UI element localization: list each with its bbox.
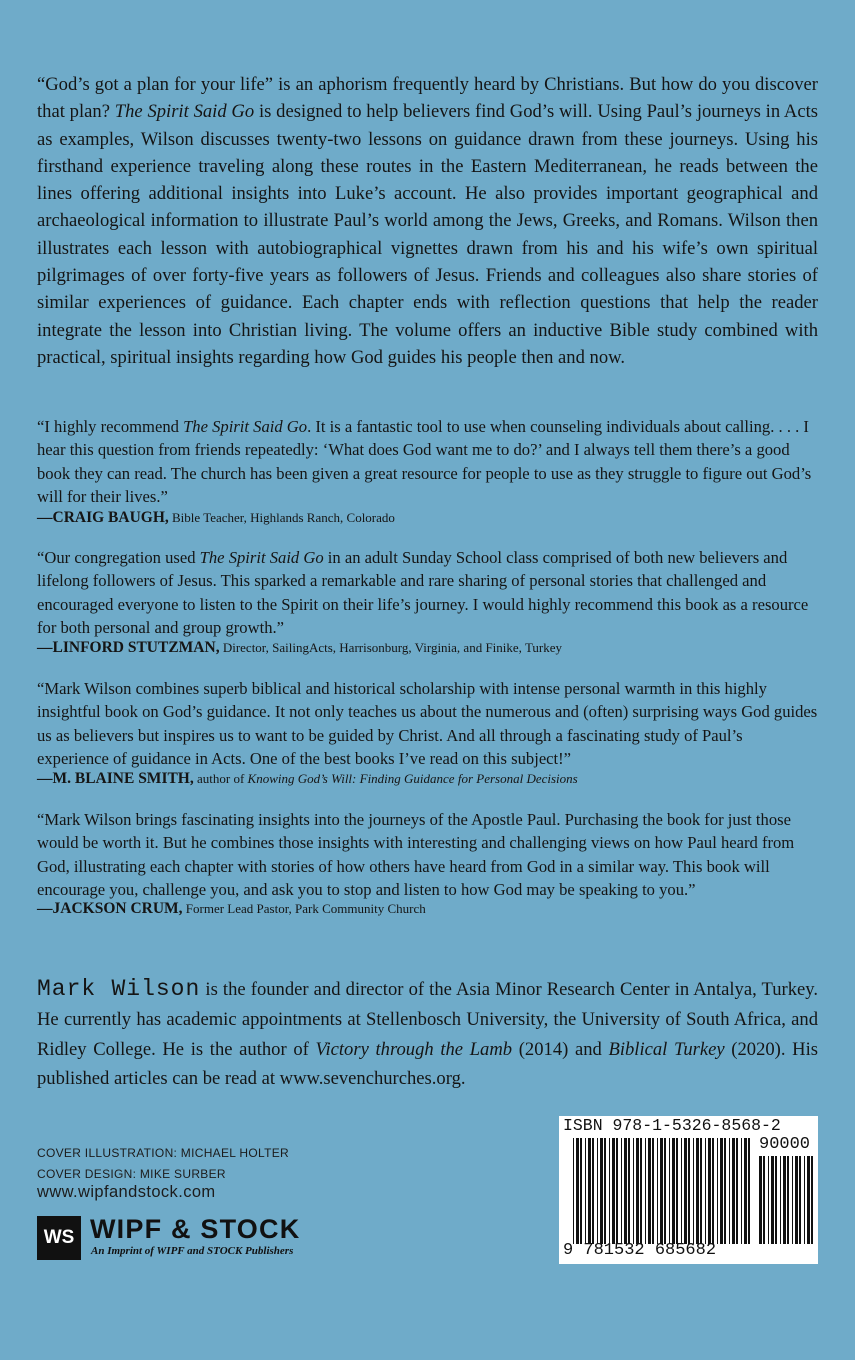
quote-book-title: The Spirit Said Go: [183, 417, 308, 436]
logo-mark-icon: WS: [37, 1216, 81, 1260]
author-bio: [37, 975, 818, 1094]
barcode-bar: [799, 1156, 801, 1244]
publisher-logo: [37, 1216, 337, 1262]
barcode-bar: [780, 1156, 781, 1244]
barcode-bar: [633, 1138, 634, 1244]
bio-text: (2014) and: [512, 1038, 609, 1060]
barcode-bar: [720, 1138, 723, 1244]
cover-illustration-credit: COVER ILLUSTRATION: MICHAEL HOLTER: [37, 1146, 290, 1160]
endorsement-attribution-3: [37, 770, 818, 788]
barcode-bar: [648, 1138, 651, 1244]
endorsement-attribution-2: [37, 639, 818, 657]
endorser-book-title: Knowing God’s Will: Finding Guidance for Personal Decisions: [247, 771, 578, 786]
barcode-bar: [748, 1138, 750, 1244]
endorsement-quote-1: [37, 415, 818, 508]
barcode-bar: [669, 1138, 670, 1244]
barcode-bar: [807, 1156, 810, 1244]
barcode-bar: [795, 1156, 798, 1244]
barcode-bar: [585, 1138, 586, 1244]
barcode-bar: [759, 1156, 762, 1244]
blurb-text-2: is designed to help believers find God’s will. Using Paul’s journeys in Acts as examples, Wilson discusses twenty-two lessons on guidance drawn from these journeys. Using his firsthand experience traveling along these routes in the Eastern Mediterranean, he reads between the lines offering additional insights into Luke’s account. He also provides important geographical and archaeological information to illustrate Paul’s world among the Jews, Greeks, and Romans. Wilson then illustrates each lesson with autobiographical vignettes drawn from his and his wife’s own spiritual pilgrimages of over forty-five years as followers of Jesus. Friends and colleagues also share stories of similar experiences of guidance. Each chapter ends with reflection questions that help the reader integrate the lesson into Christian living. The volume offers an inductive Bible study combined with practical, spiritual insights regarding how God guides his people then and now.: [37, 101, 818, 368]
bio-text: is the founder and director of the Asia Minor Research Center in Antalya, Turkey. He currently has academic appointments at Stellenbosch University, the University of South Africa, and Ridley College. He is the author of: [37, 979, 819, 1060]
barcode-bar: [588, 1138, 591, 1244]
endorser-name: —M. BLAINE SMITH,: [37, 770, 194, 787]
barcode-bar: [717, 1138, 718, 1244]
barcode-bar: [712, 1138, 714, 1244]
barcode-bar: [724, 1138, 726, 1244]
barcode-bar: [732, 1138, 735, 1244]
isbn-barcode: [559, 1116, 818, 1264]
endorser-name: —LINFORD STUTZMAN,: [37, 639, 220, 656]
barcode-bar: [657, 1138, 658, 1244]
barcode-bar: [771, 1156, 774, 1244]
barcode-bar: [693, 1138, 694, 1244]
bio-book-title: Victory through the Lamb: [315, 1038, 513, 1060]
barcode-bar: [700, 1138, 702, 1244]
barcode-bar: [705, 1138, 706, 1244]
endorsement-attribution-4: [37, 900, 818, 918]
quote-text: “Mark Wilson combines superb biblical and historical scholarship with intense personal warmth in this highly insightful book on God’s guidance. It not only teaches us about the numerous and (often) surprising ways God guides us as believers but inspires us to want to be guided by Christ. And all through a fascinating study of Paul’s experience of guidance in Acts. One of the best books I’ve read on this subject!”: [37, 679, 818, 768]
barcode-bar: [621, 1138, 622, 1244]
endorser-role: author of: [193, 771, 248, 786]
barcode-bar: [688, 1138, 690, 1244]
barcode-bar: [660, 1138, 663, 1244]
isbn-number: ISBN 978-1-5326-8568-2: [563, 1116, 781, 1135]
back-cover-blurb: [37, 71, 818, 371]
barcode-bar: [696, 1138, 699, 1244]
barcode-bar: [787, 1156, 789, 1244]
quote-book-title: The Spirit Said Go: [199, 548, 324, 567]
quote-text: “Mark Wilson brings fascinating insights into the journeys of the Apostle Paul. Purchasing the book for just those would be worth it. But he combines those insights with interesting and challenging views on how Paul heard from God, illustrating each chapter with stories of how others have heard from God in a similar way. This book will encourage you, challenge you, and ask you to stop and listen to how God may be speaking to you.”: [37, 810, 795, 899]
bio-text: (2020). His published articles can be read at www.sevenchurches.org.: [37, 1038, 818, 1090]
barcode-bar: [792, 1156, 793, 1244]
endorser-name: —JACKSON CRUM,: [37, 900, 183, 917]
barcode-bar: [729, 1138, 730, 1244]
endorsement-attribution-1: [37, 509, 818, 527]
barcode-bar: [684, 1138, 687, 1244]
quote-text: “Our congregation used: [37, 548, 200, 567]
barcode-bar: [612, 1138, 615, 1244]
barcode-bar: [676, 1138, 678, 1244]
endorsement-quote-3: [37, 677, 818, 770]
barcode-addon-digits: 90000: [759, 1135, 811, 1154]
barcode-bar: [664, 1138, 666, 1244]
barcode-bar: [628, 1138, 630, 1244]
bio-book-title: Biblical Turkey: [608, 1038, 725, 1060]
barcode-bar: [681, 1138, 682, 1244]
blurb-book-title: The Spirit Said Go: [114, 101, 255, 123]
barcode-bar: [768, 1156, 769, 1244]
barcode-bar: [783, 1156, 786, 1244]
cover-design-credit: COVER DESIGN: MIKE SURBER: [37, 1167, 226, 1181]
barcode-bar: [741, 1138, 742, 1244]
blurb-text-1: “God’s got a plan for your life” is an aphorism frequently heard by Christians. But how do you discover that plan?: [37, 74, 818, 123]
quote-text: “I highly recommend: [37, 417, 184, 436]
endorser-role: Former Lead Pastor, Park Community Church: [182, 901, 426, 916]
author-name: Mark Wilson: [37, 976, 201, 1002]
publisher-name: WIPF & STOCK: [90, 1214, 301, 1244]
barcode-digits: 9 781532 685682: [563, 1241, 717, 1260]
endorser-name: —CRAIG BAUGH,: [37, 509, 169, 526]
barcode-bar: [604, 1138, 606, 1244]
barcode-bar: [645, 1138, 646, 1244]
barcode-bar: [576, 1138, 579, 1244]
barcode-bar: [744, 1138, 747, 1244]
barcode-bar: [804, 1156, 805, 1244]
barcode-bar: [775, 1156, 777, 1244]
barcode-bar: [580, 1138, 582, 1244]
barcode-bar: [624, 1138, 627, 1244]
barcode-bar: [640, 1138, 642, 1244]
publisher-tagline: An Imprint of WIPF and STOCK Publishers: [91, 1245, 294, 1257]
barcode-bar: [592, 1138, 594, 1244]
endorser-role: Bible Teacher, Highlands Ranch, Colorado: [168, 510, 395, 525]
barcode-bar: [597, 1138, 598, 1244]
barcode-bar: [672, 1138, 675, 1244]
barcode-bar: [708, 1138, 711, 1244]
barcode-bar: [616, 1138, 618, 1244]
barcode-bar: [600, 1138, 603, 1244]
barcode-bar: [736, 1138, 738, 1244]
barcode-bar: [609, 1138, 610, 1244]
barcode-bar: [573, 1138, 574, 1244]
quote-text: in an adult Sunday School class comprised of both new believers and lifelong followers of Jesus. This sparked a remarkable and rare sharing of personal stories that challenged and encouraged everyone to listen to the Spirit on their life’s journey. I would highly recommend this book as a resource for both personal and group growth.”: [37, 548, 809, 637]
endorsement-quote-2: [37, 546, 818, 639]
barcode-bar: [652, 1138, 654, 1244]
endorsement-quote-4: [37, 808, 818, 901]
publisher-website: www.wipfandstock.com: [37, 1183, 216, 1201]
quote-text: . It is a fantastic tool to use when counseling individuals about calling. . . . I hear this question from friends repeatedly: ‘What does God want me to do?’ and I always tell them there’s a good book they can read. The church has been given a great resource for people to use as they struggle to figure out God’s will for their lives.”: [37, 417, 812, 506]
barcode-bar: [636, 1138, 639, 1244]
barcode-bar: [763, 1156, 765, 1244]
endorser-role: Director, SailingActs, Harrisonburg, Virginia, and Finike, Turkey: [219, 640, 563, 655]
barcode-bar: [811, 1156, 813, 1244]
